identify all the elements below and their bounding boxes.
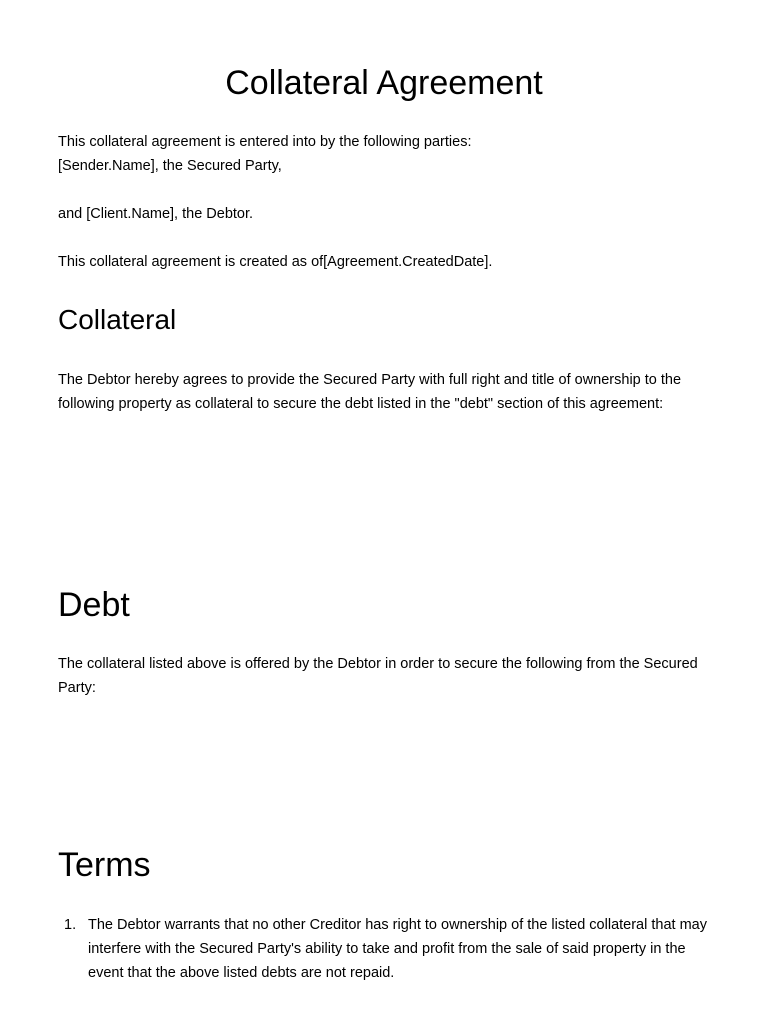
section-body-collateral: The Debtor hereby agrees to provide the Secured Party with full right and title of ownership to the following property as collateral to secure the debt listed in the "debt" section of this agreement: <box>58 372 682 412</box>
intro-parties-line: This collateral agreement is entered into by the following parties: <box>58 134 472 150</box>
intro-secured-party-line: [Sender.Name], the Secured Party, <box>58 158 282 174</box>
section-heading-terms: Terms <box>58 846 151 884</box>
section-body-debt: The collateral listed above is offered by the Debtor in order to secure the following from the Secured Party: <box>58 656 698 696</box>
document-title: Collateral Agreement <box>225 64 543 102</box>
intro-debtor-line: and [Client.Name], the Debtor. <box>58 206 254 222</box>
terms-item-text: The Debtor warrants that no other Creditor has right to ownership of the listed collateral that may interfere with the Secured Party's ability to take and profit from the sale of said property in the event that the above listed debts are not repaid. <box>88 917 707 981</box>
terms-list-item <box>58 913 718 985</box>
terms-list <box>58 913 718 985</box>
section-heading-collateral: Collateral <box>58 304 177 335</box>
intro-created-date-line: This collateral agreement is created as of[Agreement.CreatedDate]. <box>58 254 493 270</box>
terms-item-number: 1. <box>64 917 77 933</box>
section-heading-debt: Debt <box>58 586 130 624</box>
